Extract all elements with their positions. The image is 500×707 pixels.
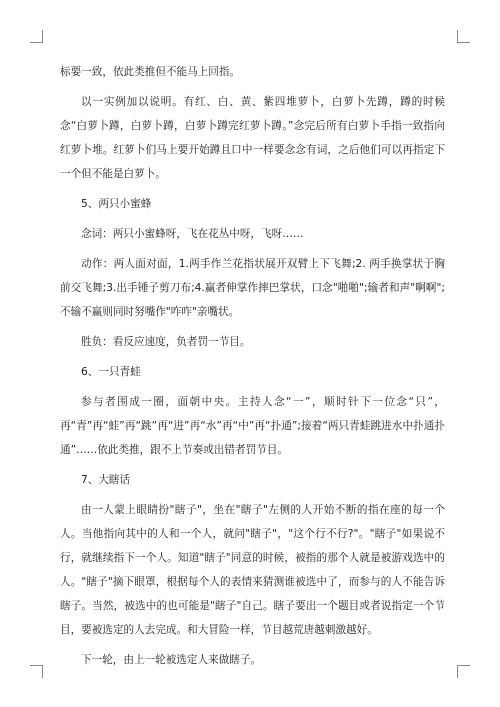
paragraph-frog-rules: 参与者围成一圈，面朝中央。主持人念“一”，顺时针下一位念“只”，再“青”再“蛙”再“跳”再“进”再“水”再“中”再“扑通”;接着“两只青蛙跳进水中扑通扑通”……依此类推，跟不上节奏或出错者罚节目。	[60, 396, 445, 456]
crop-mark-top-left	[30, 30, 43, 43]
heading-big-blind-talk: 7、大瞎话	[81, 474, 131, 486]
paragraph-continuation: 标要一致，依此类推但不能马上回指。	[60, 66, 241, 78]
paragraph-next-round: 下一轮，由上一轮被选定人来做瞎子。	[81, 654, 262, 666]
document-body	[60, 60, 445, 678]
paragraph-bees-chant: 念词：两只小蜜蜂呀，飞在花丛中呀，飞呀……	[81, 228, 304, 240]
paragraph-bees-outcome: 胜负：看反应速度，负者罚一节目。	[81, 336, 251, 348]
heading-two-bees: 5、两只小蜜蜂	[81, 198, 152, 210]
crop-mark-top-right	[457, 30, 470, 43]
paragraph-blind-rules: 由一人蒙上眼睛扮"瞎子"，坐在"瞎子"左侧的人开始不断的指在座的每一个人。当他指向其中的人和一个人，就问"瞎子"，"这个行不行?"。"瞎子"如果说不行，就继续指下一个人。知道"瞎子"同意的时候，被指的那个人就是被游戏选中的人。"瞎子"摘下眼罩，根据每个人的表情来猜测谁被选中了，而参与的人不能告诉瞎子。当然，被选中的也可能是"瞎子"自己。瞎子要出一个题目或者说指定一个节目，要被选定的人去完成。和大冒险一样，节目越荒唐越刺激越好。	[60, 504, 445, 636]
crop-mark-bottom-right	[457, 665, 470, 678]
paragraph-bees-actions: 动作：两人面对面，1.两手作兰花指状展开双臂上下飞舞;2. 两手换掌状于胸前交飞舞;3.出手锤子剪刀布;4.赢者伸掌作摔巴掌状，口念"啪啪";输者和声"啊啊";不输不赢则同时努嘴作"咋咋"亲嘴状。	[60, 258, 445, 318]
crop-mark-bottom-left	[30, 665, 43, 678]
paragraph-radish-example: 以一实例加以说明。有红、白、黄、紫四堆萝卜，白萝卜先蹲，蹲的时候念“白萝卜蹲，白萝卜蹲，白萝卜蹲完红萝卜蹲。”念完后所有白萝卜手指一致指向红萝卜堆。红萝卜们马上要开始蹲且口中一样要念念有词，之后他们可以再指定下一个但不能是白萝卜。	[60, 96, 445, 180]
heading-one-frog: 6、一只青蛙	[81, 366, 141, 378]
